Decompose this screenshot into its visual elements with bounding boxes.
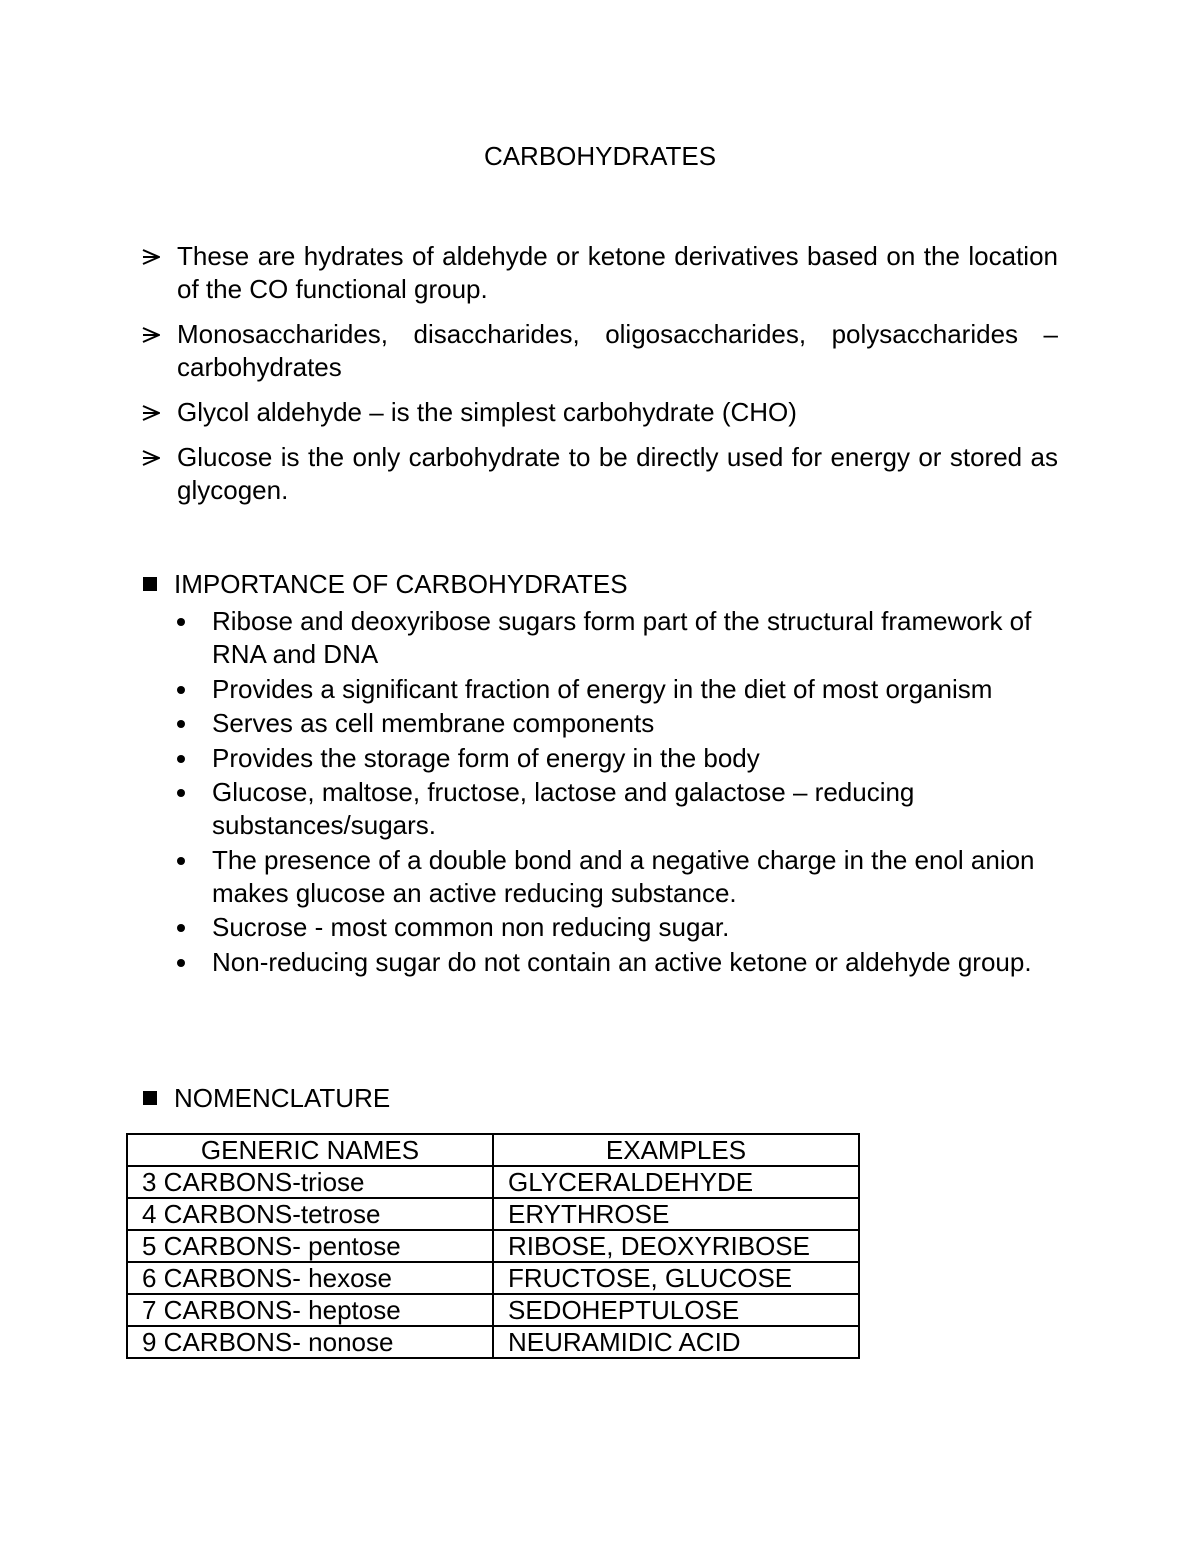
table-row (127, 1166, 859, 1198)
list-item (140, 441, 1058, 507)
list-item (175, 673, 1055, 706)
table-row (127, 1326, 859, 1358)
intro-list (140, 240, 1058, 519)
column-header: GENERIC NAMES (127, 1134, 493, 1166)
list-item (140, 240, 1058, 306)
column-header: EXAMPLES (493, 1134, 859, 1166)
dot-bullet-icon (177, 755, 185, 763)
nomenclature-heading-text: NOMENCLATURE (174, 1083, 391, 1113)
generic-name-cell: 7 CARBONS- heptose (127, 1294, 493, 1326)
importance-heading-text: IMPORTANCE OF CARBOHYDRATES (174, 569, 628, 599)
generic-name-cell: 9 CARBONS- nonose (127, 1326, 493, 1358)
example-cell: NEURAMIDIC ACID (493, 1326, 859, 1358)
example-cell: RIBOSE, DEOXYRIBOSE (493, 1230, 859, 1262)
square-bullet-icon (143, 577, 157, 591)
square-bullet-icon (143, 1091, 157, 1105)
dot-bullet-icon (177, 857, 185, 865)
list-item (140, 318, 1058, 384)
list-item (175, 742, 1055, 775)
intro-text: Glycol aldehyde – is the simplest carbohydrate (CHO) (177, 397, 797, 427)
intro-text: Monosaccharides, disaccharides, oligosaccharides, polysaccharides – carbohydrates (177, 319, 1058, 382)
nomenclature-table (126, 1133, 860, 1359)
page-title: CARBOHYDRATES (483, 141, 717, 171)
generic-name-cell: 3 CARBONS-triose (127, 1166, 493, 1198)
generic-name-cell: 5 CARBONS- pentose (127, 1230, 493, 1262)
example-cell: FRUCTOSE, GLUCOSE (493, 1262, 859, 1294)
importance-text: Sucrose - most common non reducing sugar. (212, 912, 730, 942)
list-item (175, 605, 1055, 671)
list-item (175, 776, 1055, 842)
arrowhead-bullet-icon (142, 450, 160, 466)
example-cell: ERYTHROSE (493, 1198, 859, 1230)
dot-bullet-icon (177, 959, 185, 967)
list-item (175, 946, 1055, 979)
list-item (175, 707, 1055, 740)
arrowhead-bullet-icon (142, 249, 160, 265)
list-item (175, 911, 1055, 944)
dot-bullet-icon (177, 720, 185, 728)
importance-text: Non-reducing sugar do not contain an active ketone or aldehyde group. (212, 946, 1032, 977)
dot-bullet-icon (177, 618, 185, 626)
dot-bullet-icon (177, 686, 185, 694)
generic-name-cell: 4 CARBONS-tetrose (127, 1198, 493, 1230)
importance-text: Ribose and deoxyribose sugars form part of the structural framework of RNA and DNA (212, 606, 1032, 669)
list-item (175, 844, 1055, 910)
importance-text: Glucose, maltose, fructose, lactose and galactose – reducing substances/sugars. (212, 777, 915, 840)
dot-bullet-icon (177, 789, 185, 797)
arrowhead-bullet-icon (142, 405, 160, 421)
example-cell: GLYCERALDEHYDE (493, 1166, 859, 1198)
dot-bullet-icon (177, 924, 185, 932)
importance-list (175, 605, 1055, 980)
table-row (127, 1230, 859, 1262)
nomenclature-heading (143, 1082, 390, 1115)
importance-text: Provides a significant fraction of energy in the diet of most organism (212, 673, 993, 704)
table-row (127, 1198, 859, 1230)
table-row (127, 1294, 859, 1326)
example-cell: SEDOHEPTULOSE (493, 1294, 859, 1326)
table-header-row (127, 1134, 859, 1166)
list-item (140, 396, 1058, 429)
arrowhead-bullet-icon (142, 327, 160, 343)
generic-name-cell: 6 CARBONS- hexose (127, 1262, 493, 1294)
intro-text: Glucose is the only carbohydrate to be directly used for energy or stored as glycogen. (177, 442, 1058, 505)
intro-text: These are hydrates of aldehyde or ketone derivatives based on the location of the CO functional group. (177, 241, 1058, 304)
importance-text: Provides the storage form of energy in the body (212, 742, 760, 773)
importance-text: Serves as cell membrane components (212, 708, 655, 738)
importance-heading (143, 568, 628, 601)
importance-text: The presence of a double bond and a negative charge in the enol anion makes glucose an active reducing substance. (212, 844, 1035, 908)
table-row (127, 1262, 859, 1294)
